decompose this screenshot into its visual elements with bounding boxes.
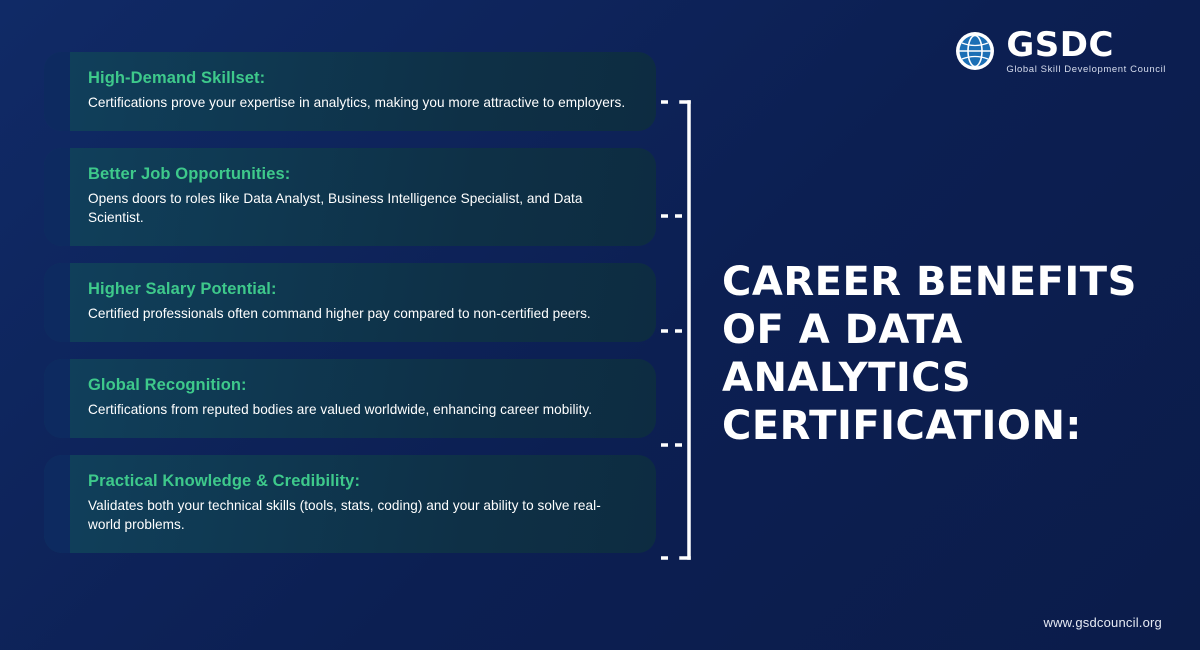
benefit-title: Higher Salary Potential: — [88, 280, 277, 299]
website-url[interactable]: www.gsdcouncil.org — [1043, 615, 1162, 630]
benefit-title: Global Recognition: — [88, 375, 247, 394]
benefit-title: High-Demand Skillset: — [88, 69, 266, 87]
benefit-card-5 — [44, 455, 656, 553]
brand-logo-text — [1006, 25, 1166, 75]
globe-icon — [954, 30, 996, 72]
benefits-list — [44, 52, 656, 553]
benefit-body: Certifications prove your expertise in analytics, making you more attractive to employers. — [88, 95, 626, 110]
brand-logo — [954, 25, 1166, 75]
page-title: CAREER BENEFITS OF A DATA ANALYTICS CERTIFICATION: — [722, 259, 1137, 449]
benefit-body: Validates both your technical skills (tools, stats, coding) and your ability to solve real-world problems. — [88, 497, 601, 533]
benefit-card-2 — [44, 148, 656, 246]
benefit-body: Certified professionals often command higher pay compared to non-certified peers. — [88, 306, 591, 322]
benefit-card-1 — [44, 52, 656, 131]
bracket-connector — [655, 90, 701, 570]
benefit-title: Better Job Opportunities: — [88, 164, 291, 183]
brand-tagline: Global Skill Development Council — [1006, 64, 1166, 75]
benefit-card-4 — [44, 359, 656, 438]
bracket-icon — [655, 90, 701, 570]
benefit-body: Certifications from reputed bodies are valued worldwide, enhancing career mobility. — [88, 401, 593, 417]
benefit-title: Practical Knowledge & Credibility: — [88, 471, 361, 490]
brand-name: GSDC — [1006, 25, 1114, 65]
benefit-card-3 — [44, 263, 656, 342]
benefit-body: Opens doors to roles like Data Analyst, Business Intelligence Specialist, and Data Scientist. — [88, 190, 583, 226]
